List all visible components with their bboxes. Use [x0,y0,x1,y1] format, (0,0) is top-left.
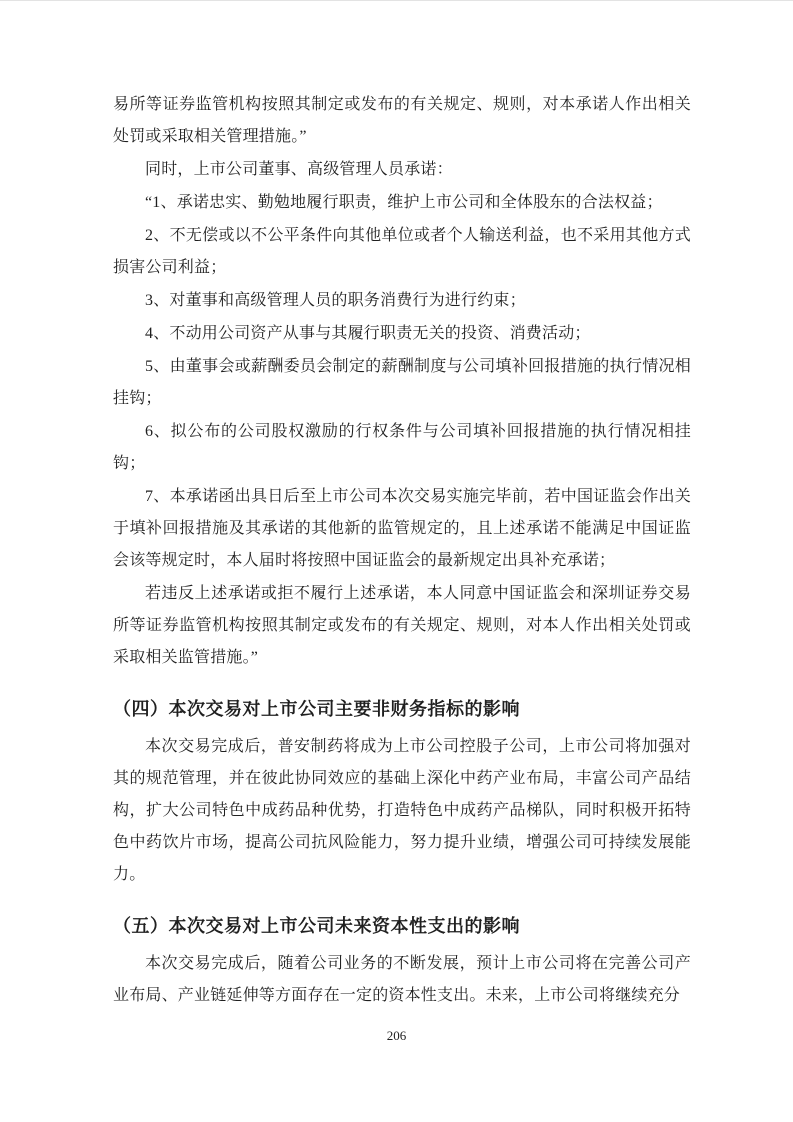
paragraph-intro: 同时，上市公司董事、高级管理人员承诺： [145,161,453,178]
paragraph-item-5: 5、由董事会或薪酬委员会制定的薪酬制度与公司填补回报措施的执行情况相挂钩； [113,358,691,407]
paragraph-item-3: 3、对董事和高级管理人员的职务消费行为进行约束； [145,292,526,309]
section-heading-5: （五）本次交易对上市公司未来资本性支出的影响 [113,916,520,936]
paragraph-item-2: 2、不无偿或以不公平条件向其他单位或者个人输送利益，也不采用其他方式损害公司利益； [113,227,691,276]
paragraph-item-1: “1、承诺忠实、勤勉地履行职责，维护上市公司和全体股东的合法权益； [145,194,663,211]
section-heading-4: （四）本次交易对上市公司主要非财务指标的影响 [113,699,520,719]
paragraph-section-5-body: 本次交易完成后，随着公司业务的不断发展，预计上市公司将在完善公司产业布局、产业链延伸等方面存在一定的资本性支出。未来，上市公司将继续充分 [113,955,691,1004]
paragraph-continuation: 易所等证券监管机构按照其制定或发布的有关规定、规则，对本承诺人作出相关处罚或采取相关管理措施。” [113,96,691,145]
paragraph-violation-clause: 若违反上述承诺或拒不履行上述承诺，本人同意中国证监会和深圳证券交易所等证券监管机构按照其制定或发布的有关规定、规则，对本人作出相关处罚或采取相关监管措施。” [113,585,691,666]
paragraph-item-4: 4、不动用公司资产从事与其履行职责无关的投资、消费活动； [145,325,591,342]
page-number: 206 [386,1028,407,1043]
paragraph-item-6: 6、拟公布的公司股权激励的行权条件与公司填补回报措施的执行情况相挂钩； [113,423,691,472]
paragraph-item-7: 7、本承诺函出具日后至上市公司本次交易实施完毕前，若中国证监会作出关于填补回报措施及其承诺的其他新的监管规定的，且上述承诺不能满足中国证监会该等规定时，本人届时将按照中国证监会的最新规定出具补充承诺； [113,488,691,569]
page-content [113,89,691,1013]
paragraph-section-4-body: 本次交易完成后，普安制药将成为上市公司控股子公司，上市公司将加强对其的规范管理，并在彼此协同效应的基础上深化中药产业布局，丰富公司产品结构，扩大公司特色中成药品种优势，打造特色中成药产品梯队，同时积极开拓特色中药饮片市场，提高公司抗风险能力，努力提升业绩，增强公司可持续发展能力。 [113,738,691,883]
